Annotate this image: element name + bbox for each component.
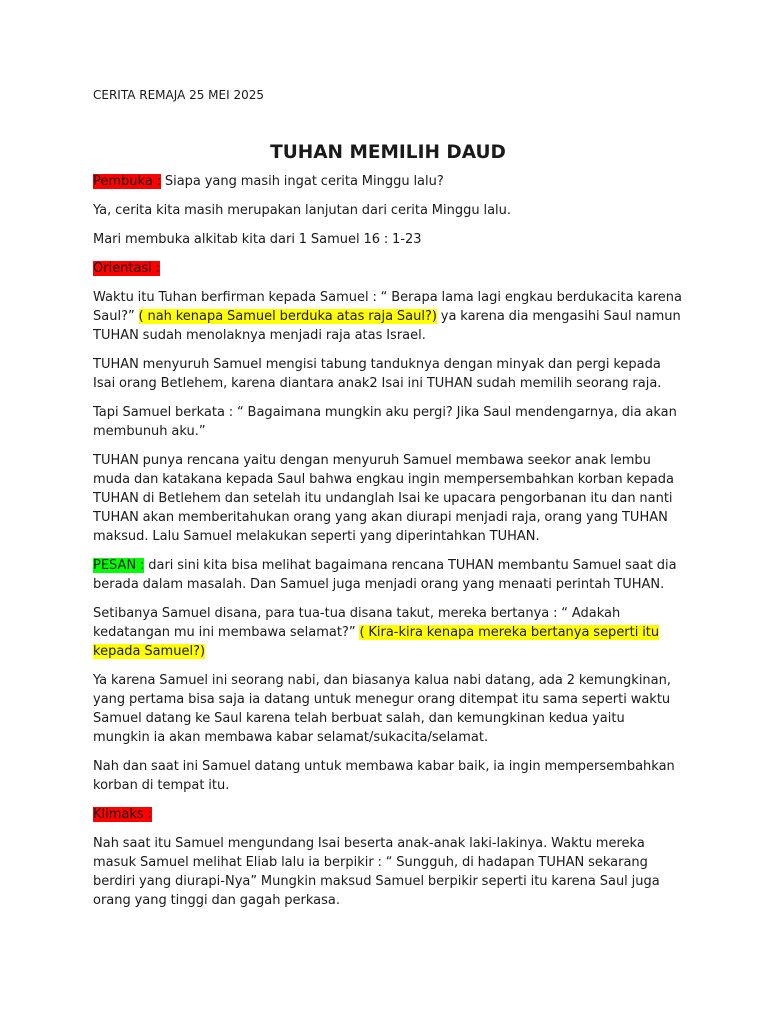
label-orientasi: Orientasi : [93, 261, 161, 276]
pesan-text: dari sini kita bisa melihat bagaimana rencana TUHAN membantu Samuel saat dia berada dalam masalah. Dan Samuel juga menjadi orang yang menaati perintah TUHAN. [93, 558, 677, 592]
paragraph-3: Mari membuka alkitab kita dari 1 Samuel 16 : 1-23 [93, 232, 422, 247]
paragraph-7: TUHAN punya rencana yaitu dengan menyuruh Samuel membawa seekor anak lembu muda dan katakana kepada Saul bahwa engkau ingin mempersembahkan korban kepada TUHAN di Betlehem dan setelah itu undanglah Isai ke upacara pengorbanan itu dan nanti TUHAN akan memberitahukan orang yang akan diurapi menjadi raja, orang yang TUHAN maksud. Lalu Samuel melakukan seperti yang diperintahkan TUHAN. [93, 453, 674, 544]
p4-pre: Waktu itu Tuhan berfirman kepada Samuel : “ Berapa lama lagi engkau berdukacita karena Saul?” [93, 290, 682, 324]
document-header: CERITA REMAJA 25 MEI 2025 [93, 88, 265, 102]
paragraph-5: TUHAN menyuruh Samuel mengisi tabung tanduknya dengan minyak dan pergi kepada Isai orang Betlehem, karena diantara anak2 Isai ini TUHAN sudah memilih seorang raja. [93, 357, 662, 391]
document-page [93, 86, 683, 920]
pembuka-text: Siapa yang masih ingat cerita Minggu lalu? [161, 174, 444, 189]
p9-pre: Setibanya Samuel disana, para tua-tua disana takut, mereka bertanya : “ Adakah kedatangan mu ini membawa selamat?” [93, 606, 621, 640]
p4-highlight: ( nah kenapa Samuel berduka atas raja Saul?) [138, 309, 437, 324]
label-klimaks: Klimaks : [93, 807, 152, 822]
document-title: TUHAN MEMILIH DAUD [270, 142, 506, 163]
paragraph-6: Tapi Samuel berkata : “ Bagaimana mungkin aku pergi? Jika Saul mendengarnya, dia akan membunuh aku.” [93, 405, 677, 439]
paragraph-9 [93, 604, 683, 661]
paragraph-2: Ya, cerita kita masih merupakan lanjutan dari cerita Minggu lalu. [93, 203, 512, 218]
label-pesan: PESAN : [93, 558, 145, 573]
paragraph-4 [93, 288, 683, 345]
paragraph-12: Nah saat itu Samuel mengundang Isai beserta anak-anak laki-lakinya. Waktu mereka masuk Samuel melihat Eliab lalu ia berpikir : “ Sungguh, di hadapan TUHAN sekarang berdiri yang diurapi-Nya” Mungkin maksud Samuel berpikir seperti itu karena Saul juga orang yang tinggi dan gagah perkasa. [93, 836, 660, 908]
paragraph-pesan [93, 556, 683, 594]
paragraph-orientasi-label [93, 259, 683, 278]
paragraph-klimaks-label [93, 805, 683, 824]
label-pembuka: Pembuka : [93, 174, 162, 189]
paragraph-11: Nah dan saat ini Samuel datang untuk membawa kabar baik, ia ingin mempersembahkan korban di tempat itu. [93, 759, 675, 793]
paragraph-pembuka [93, 172, 683, 191]
paragraph-10: Ya karena Samuel ini seorang nabi, dan biasanya kalua nabi datang, ada 2 kemungkinan, yang pertama bisa saja ia datang untuk menegur orang ditempat itu sama seperti waktu Samuel datang ke Saul karena telah berbuat salah, dan kemungkinan kedua yaitu mungkin ia akan membawa kabar selamat/sukacita/selamat. [93, 673, 672, 745]
p4-post: ya karena dia mengasihi Saul namun TUHAN sudah menolaknya menjadi raja atas Israel. [93, 309, 681, 343]
p9-highlight: ( Kira-kira kenapa mereka bertanya seperti itu kepada Samuel?) [93, 625, 660, 659]
